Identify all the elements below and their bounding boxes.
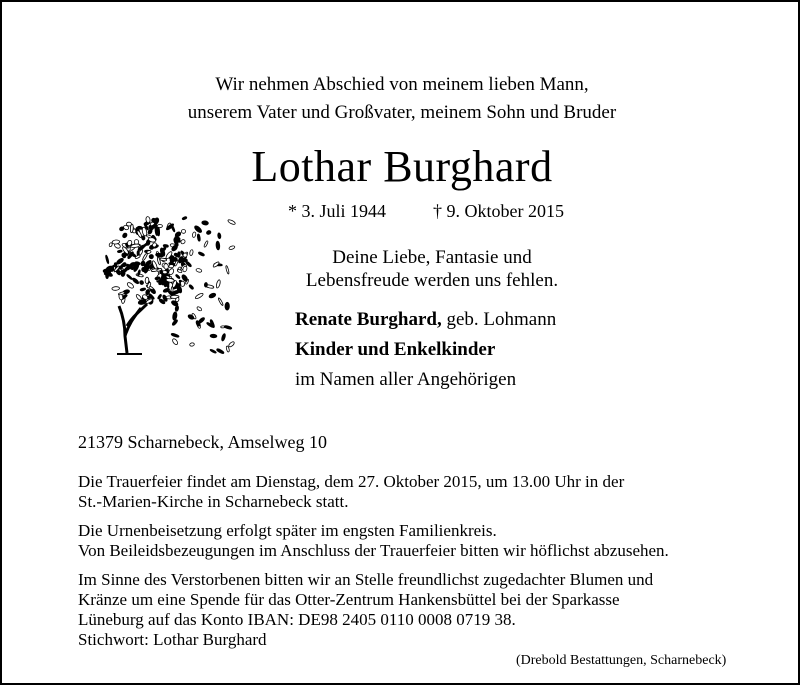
family-label: Kinder und Enkelkinder	[295, 339, 496, 360]
donation-line-2: Kränze um eine Spende für das Otter-Zentrum Hankensbüttel bei der Sparkasse	[78, 590, 620, 609]
tree-leaf	[132, 277, 140, 284]
donation-line-1: Im Sinne des Verstorbenen bitten wir an Stelle freundlichst zugedachter Blumen und	[78, 570, 654, 589]
tree-leaf	[157, 294, 162, 300]
tree-leaf	[130, 224, 133, 233]
death-date: † 9. Oktober 2015	[433, 201, 564, 221]
tree-leaf	[172, 312, 177, 321]
tree-leaf	[179, 258, 188, 262]
tree-leaf	[225, 265, 229, 274]
relatives-line: im Namen aller Angehörigen	[295, 369, 517, 390]
donation-line-4: Stichwort: Lothar Burghard	[78, 630, 267, 649]
tree-leaf	[104, 273, 111, 275]
tree-leaf	[105, 255, 109, 264]
tree-leaf	[112, 286, 120, 290]
tree-leaf	[210, 334, 217, 338]
tree-leaf	[140, 288, 146, 292]
tree-leaf	[182, 216, 187, 220]
tree-leaf	[169, 264, 174, 268]
tree-leaf	[163, 263, 168, 269]
deceased-name: Lothar Burghard	[251, 142, 553, 191]
widow-signature	[295, 309, 556, 331]
tree-leaf	[221, 333, 226, 341]
tree-leaf	[139, 280, 144, 285]
tree-leaf	[135, 294, 142, 301]
widow-name: Renate Burghard,	[295, 309, 442, 330]
tree-leaf	[126, 282, 134, 290]
tree-leaf	[146, 234, 152, 238]
tree-leaf	[216, 348, 224, 354]
tree-leaf	[218, 297, 224, 305]
tree-leaf	[180, 239, 186, 245]
quote-line-1: Deine Liebe, Fantasie und	[332, 247, 532, 268]
urn-line-2: Von Beileidsbezeugungen im Anschluss der Trauerfeier bitten wir höflichst abzusehen.	[78, 541, 669, 560]
tree-leaf	[217, 233, 221, 239]
tree-leaf	[181, 229, 186, 233]
tree-leaf	[172, 319, 179, 326]
tree-leaf	[189, 342, 194, 346]
tree-leaf	[198, 251, 205, 256]
tree-leaf	[130, 262, 137, 266]
tree-leaf	[157, 257, 161, 265]
tree-leaf	[189, 284, 195, 290]
tree-leaf	[204, 282, 207, 287]
tree-leaf	[228, 341, 235, 348]
ceremony-line-1: Die Trauerfeier findet am Dienstag, dem 27. Oktober 2015, um 13.00 Uhr in der	[78, 472, 625, 491]
tree-leaf	[148, 254, 154, 260]
tree-leaf	[197, 234, 201, 242]
quote-line-2: Lebensfreude werden uns fehlen.	[305, 270, 559, 291]
ceremony-line-2: St.-Marien-Kirche in Scharnebeck statt.	[78, 492, 349, 511]
tree-leaf	[216, 279, 221, 288]
tree-leaf	[172, 338, 179, 346]
intro-line-1: Wir nehmen Abschied von meinem lieben Mann,	[215, 74, 589, 95]
tree-leaf	[224, 325, 232, 330]
tree-leaf	[142, 253, 148, 261]
tree-leaf	[202, 220, 209, 225]
tree-leaf	[122, 232, 128, 238]
widow-maiden-name: geb. Lohmann	[441, 309, 557, 330]
tree-leaf	[196, 306, 202, 312]
funeral-home-credit: (Drebold Bestattungen, Scharnebeck)	[516, 653, 727, 668]
donation-line-3: Lüneburg auf das Konto IBAN: DE98 2405 0110 0008 0719 38.	[78, 610, 516, 629]
tree-leaf	[196, 268, 202, 273]
birth-date: * 3. Juli 1944	[288, 201, 387, 221]
tree-leaf	[227, 219, 236, 225]
windblown-tree-icon	[97, 208, 237, 358]
tree-leaf	[192, 232, 196, 238]
tree-leaf	[206, 230, 212, 235]
tree-leaf	[210, 349, 217, 354]
tree-leaf	[163, 244, 169, 247]
tree-leaf	[171, 333, 180, 338]
tree-leaf	[189, 249, 193, 255]
tree-leaf	[204, 240, 209, 247]
tree-leaf	[112, 240, 120, 245]
tree-leaf	[145, 277, 149, 284]
tree-leaf	[177, 252, 181, 258]
tree-leaf	[117, 250, 122, 253]
tree-leaf	[175, 274, 180, 279]
tree-leaf	[208, 292, 216, 298]
tree-leaf	[216, 241, 220, 250]
address: 21379 Scharnebeck, Amselweg 10	[78, 432, 327, 452]
tree-leaf	[195, 292, 204, 299]
urn-line-1: Die Urnenbeisetzung erfolgt später im engsten Familienkreis.	[78, 521, 497, 540]
family-signature	[295, 339, 495, 361]
tree-leaf	[225, 302, 230, 310]
intro-line-2: unserem Vater und Großvater, meinem Sohn und Bruder	[187, 102, 617, 123]
tree-leaf	[126, 274, 133, 280]
tree-leaf	[212, 261, 219, 268]
